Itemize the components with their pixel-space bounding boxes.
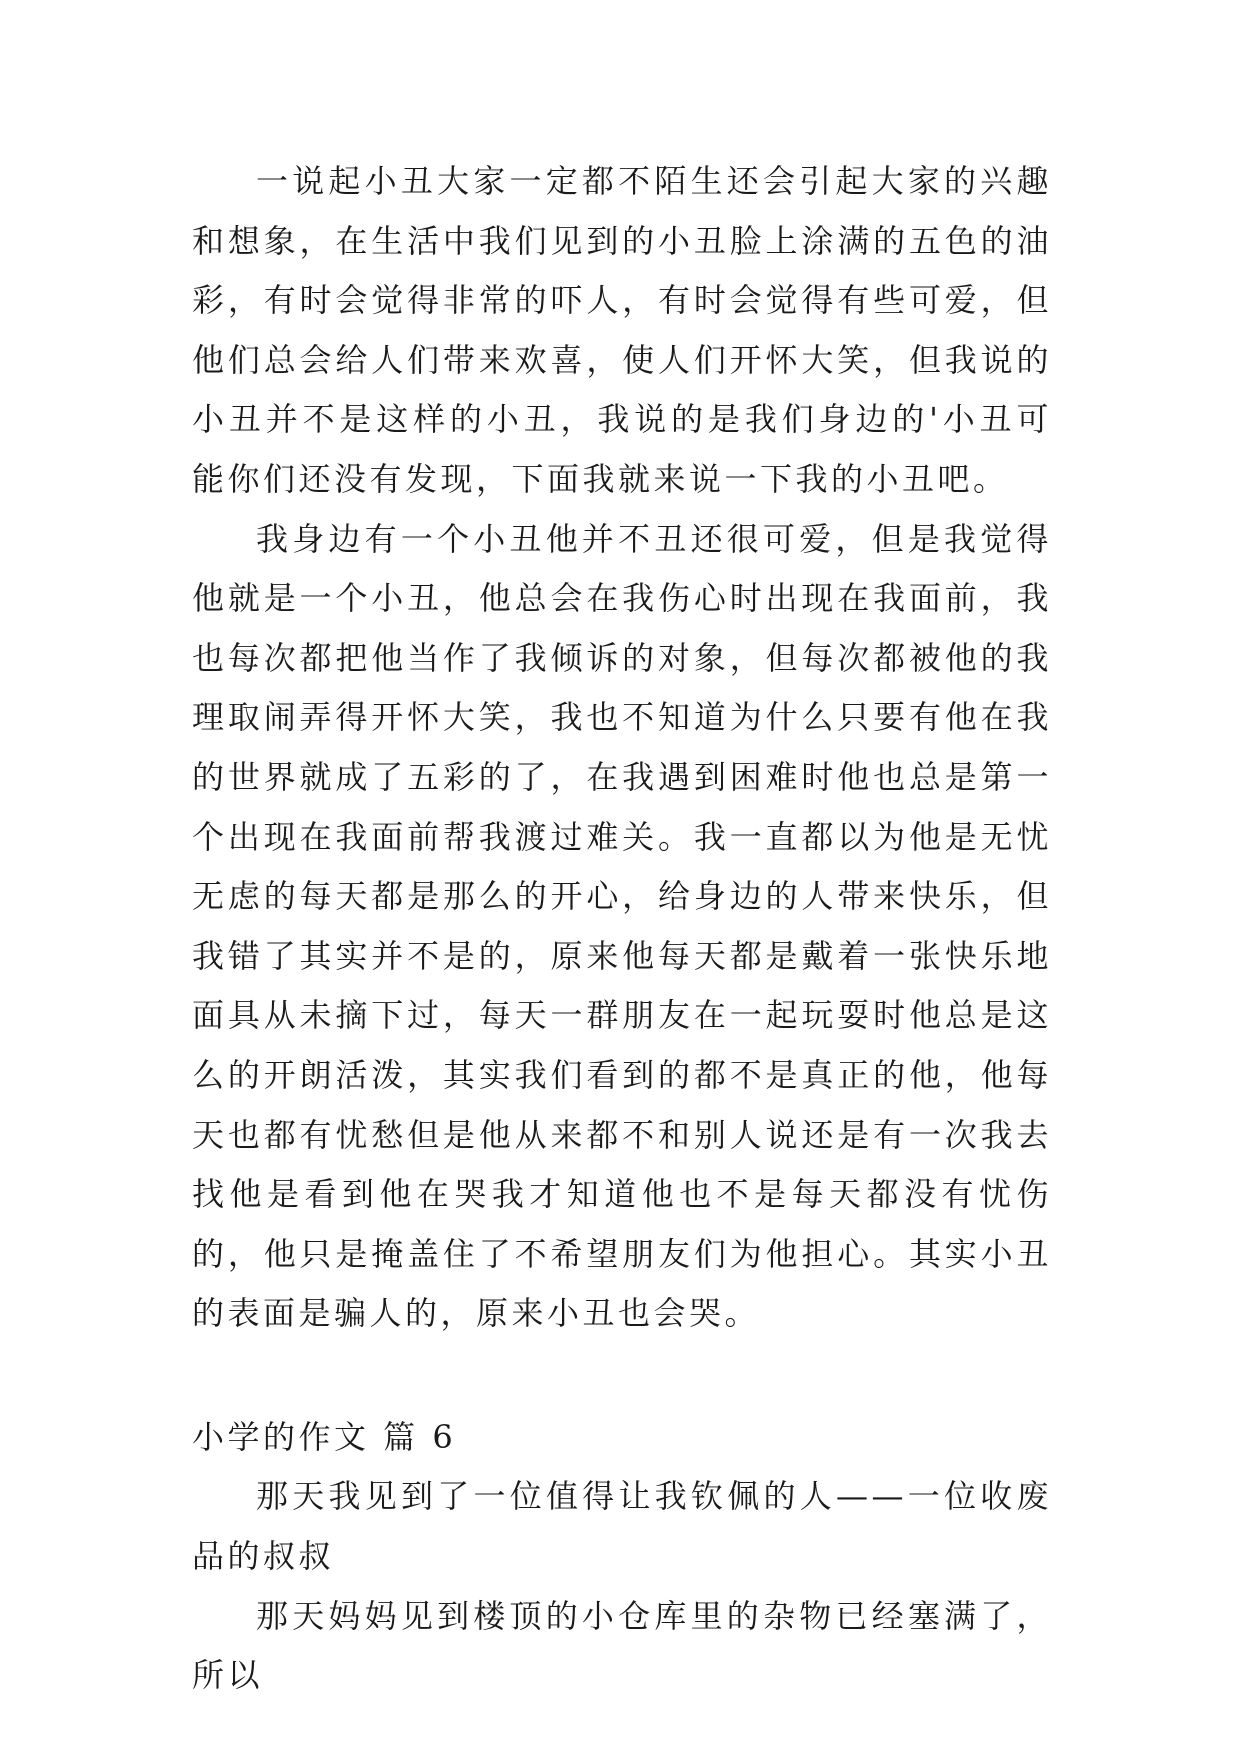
paragraph-clown-friend: 我身边有一个小丑他并不丑还很可爱，但是我觉得他就是一个小丑，他总会在我伤心时出现在我面前，我也每次都把他当作了我倾诉的对象，但每次都被他的我理取闹弄得开怀大笑，我也不知道为什么只要有他在我的世界就成了五彩的了，在我遇到困难时他也总是第一个出现在我面前帮我渡过难关。我一直都以为他是无忧无虑的每天都是那么的开心，给身边的人带来快乐，但我错了其实并不是的，原来他每天都是戴着一张快乐地面具从未摘下过，每天一群朋友在一起玩耍时他总是这么的开朗活泼，其实我们看到的都不是真正的他，他每天也都有忧愁但是他从来都不和别人说还是有一次我去找他是看到他在哭我才知道他也不是每天都没有忧伤的，他只是掩盖住了不希望朋友们为他担心。其实小丑的表面是骗人的，原来小丑也会哭。 <box>192 519 1052 1333</box>
document-body <box>192 152 1052 1706</box>
paragraph-clown-intro: 一说起小丑大家一定都不陌生还会引起大家的兴趣和想象，在生活中我们见到的小丑脸上涂满的五色的油彩，有时会觉得非常的吓人，有时会觉得有些可爱，但他们总会给人们带来欢喜，使人们开怀大笑，但我说的小丑并不是这样的小丑，我说的是我们身边的'小丑可能你们还没有发现，下面我就来说一下我的小丑吧。 <box>192 162 1052 498</box>
paragraph-recycler-intro: 那天我见到了一位值得让我钦佩的人——一位收废品的叔叔 <box>192 1477 1052 1576</box>
paragraph-recycler-story: 那天妈妈见到楼顶的小仓库里的杂物已经塞满了，所以 <box>192 1596 1052 1695</box>
section-heading: 小学的作文 篇 6 <box>192 1417 457 1456</box>
